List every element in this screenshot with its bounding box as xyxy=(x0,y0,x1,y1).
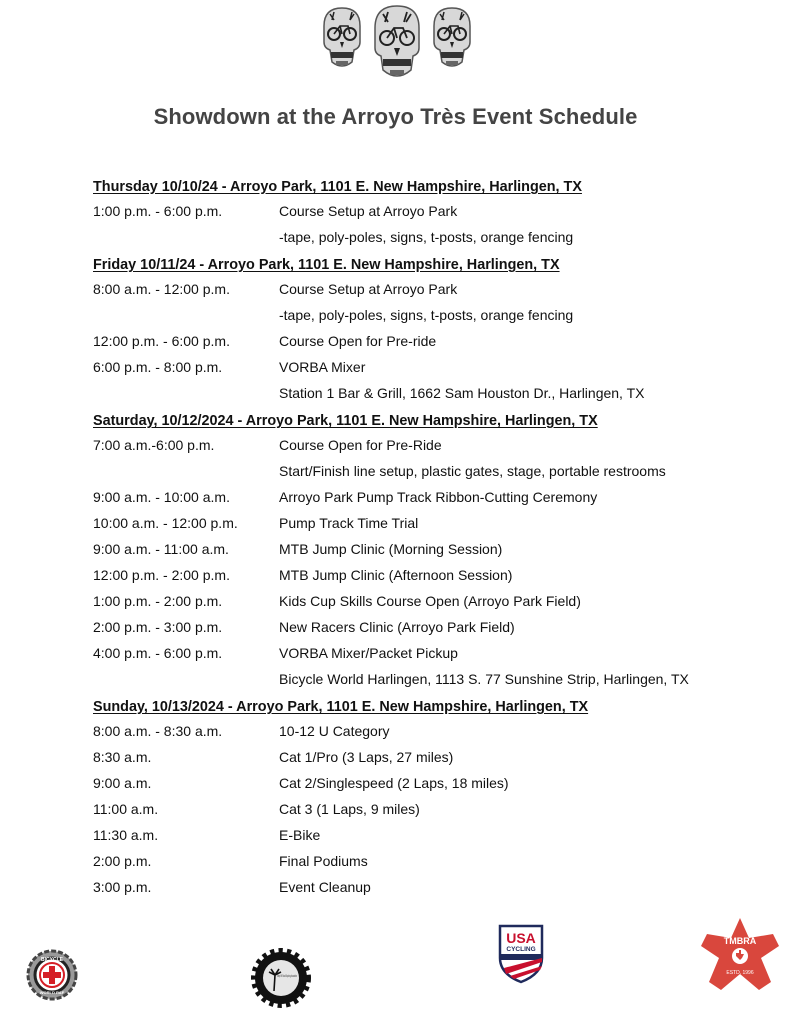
schedule-row xyxy=(93,380,753,406)
row-time: 9:00 a.m. - 11:00 a.m. xyxy=(93,541,229,557)
row-description: Pump Track Time Trial xyxy=(279,515,419,531)
schedule-row xyxy=(93,328,753,354)
day-heading: Sunday, 10/13/2024 - Arroyo Park, 1101 E. New Hampshire, Harlingen, TX xyxy=(93,699,589,715)
schedule-row xyxy=(93,562,753,588)
row-description: 10-12 U Category xyxy=(279,723,390,739)
day-heading: Saturday, 10/12/2024 - Arroyo Park, 1101 E. New Hampshire, Harlingen, TX xyxy=(93,413,598,429)
schedule-row xyxy=(93,796,753,822)
row-time: 3:00 p.m. xyxy=(93,879,152,895)
row-description: Event Cleanup xyxy=(279,879,371,895)
day-section-saturday xyxy=(93,410,753,692)
row-description: VORBA Mixer xyxy=(279,359,366,375)
row-description: Station 1 Bar & Grill, 1662 Sam Houston Dr., Harlingen, TX xyxy=(279,385,645,401)
schedule-row xyxy=(93,354,753,380)
row-description: -tape, poly-poles, signs, t-posts, orange fencing xyxy=(279,307,574,323)
tmbra-name: TMBRA xyxy=(723,936,757,946)
row-time: 4:00 p.m. - 6:00 p.m. xyxy=(93,645,223,661)
day-section-thursday xyxy=(93,176,753,250)
row-description: Cat 1/Pro (3 Laps, 27 miles) xyxy=(279,749,454,765)
row-description: Start/Finish line setup, plastic gates, stage, portable restrooms xyxy=(279,463,666,479)
row-time: 2:00 p.m. - 3:00 p.m. xyxy=(93,619,223,635)
schedule-row xyxy=(93,198,753,224)
sugar-skull-bicycle-icon xyxy=(369,4,425,82)
sugar-skull-bicycle-icon xyxy=(428,6,476,70)
schedule-row xyxy=(93,536,753,562)
row-time xyxy=(93,666,279,692)
page-title: Showdown at the Arroyo Très Event Schedule xyxy=(153,104,638,129)
schedule-row xyxy=(93,224,753,250)
row-description: MTB Jump Clinic (Afternoon Session) xyxy=(279,567,513,583)
schedule-row xyxy=(93,302,753,328)
bicycle-world-logo xyxy=(26,948,78,1006)
header-logos xyxy=(318,4,478,82)
row-time: 8:30 a.m. xyxy=(93,749,152,765)
bicycle-world-bottom-text: WORLD R&F xyxy=(39,990,65,995)
row-time xyxy=(93,224,279,250)
row-time: 1:00 p.m. - 6:00 p.m. xyxy=(93,203,223,219)
row-time xyxy=(93,302,279,328)
sprocket-icon xyxy=(255,952,307,1004)
schedule-row xyxy=(93,614,753,640)
day-section-sunday xyxy=(93,696,753,900)
row-description: New Racers Clinic (Arroyo Park Field) xyxy=(279,619,515,635)
row-description: Course Setup at Arroyo Park xyxy=(279,281,458,297)
row-time: 1:00 p.m. - 2:00 p.m. xyxy=(93,593,223,609)
row-time xyxy=(93,458,279,484)
tmbra-established: ESTD. 1996 xyxy=(726,970,754,976)
row-description: Final Podiums xyxy=(279,853,368,869)
schedule-row xyxy=(93,510,753,536)
row-description: E-Bike xyxy=(279,827,321,843)
row-time: 8:00 a.m. - 12:00 p.m. xyxy=(93,281,230,297)
schedule-row xyxy=(93,718,753,744)
row-description: Course Setup at Arroyo Park xyxy=(279,203,458,219)
row-description: MTB Jump Clinic (Morning Session) xyxy=(279,541,503,557)
row-time: 8:00 a.m. - 8:30 a.m. xyxy=(93,723,223,739)
row-time: 9:00 a.m. - 10:00 a.m. xyxy=(93,489,230,505)
usa-cycling-logo xyxy=(498,924,544,984)
schedule-row xyxy=(93,432,753,458)
tmbra-logo xyxy=(697,916,783,996)
row-description: Course Open for Pre-Ride xyxy=(279,437,442,453)
row-time: 7:00 a.m.-6:00 p.m. xyxy=(93,437,215,453)
day-section-friday xyxy=(93,254,753,406)
row-time xyxy=(93,380,279,406)
cycling-text: CYCLING xyxy=(506,946,536,953)
schedule-row xyxy=(93,458,753,484)
schedule-row xyxy=(93,640,753,666)
row-time: 6:00 p.m. - 8:00 p.m. xyxy=(93,359,223,375)
event-schedule xyxy=(93,176,753,900)
sugar-skull-bicycle-icon xyxy=(318,6,366,70)
row-description: VORBA Mixer/Packet Pickup xyxy=(279,645,458,661)
vorba-text: Valley Off-Road Bicycling Association xyxy=(277,974,298,978)
vorba-logo xyxy=(250,947,312,1009)
row-description: Course Open for Pre-ride xyxy=(279,333,437,349)
schedule-row xyxy=(93,666,753,692)
schedule-row xyxy=(93,874,753,900)
schedule-row xyxy=(93,484,753,510)
row-description: Cat 3 (1 Laps, 9 miles) xyxy=(279,801,420,817)
row-description: Kids Cup Skills Course Open (Arroyo Park Field) xyxy=(279,593,581,609)
bicycle-world-top-text: BICYCLE xyxy=(41,957,63,963)
row-description: Bicycle World Harlingen, 1113 S. 77 Sunshine Strip, Harlingen, TX xyxy=(279,671,689,687)
row-description: Cat 2/Singlespeed (2 Laps, 18 miles) xyxy=(279,775,509,791)
usa-text: USA xyxy=(506,930,536,946)
row-time: 9:00 a.m. xyxy=(93,775,152,791)
day-heading: Friday 10/11/24 - Arroyo Park, 1101 E. New Hampshire, Harlingen, TX xyxy=(93,257,560,273)
row-time: 12:00 p.m. - 6:00 p.m. xyxy=(93,333,230,349)
day-heading: Thursday 10/10/24 - Arroyo Park, 1101 E. New Hampshire, Harlingen, TX xyxy=(93,179,582,195)
schedule-row xyxy=(93,588,753,614)
schedule-row xyxy=(93,744,753,770)
row-time: 12:00 p.m. - 2:00 p.m. xyxy=(93,567,230,583)
row-description: Arroyo Park Pump Track Ribbon-Cutting Ceremony xyxy=(279,489,598,505)
row-time: 10:00 a.m. - 12:00 p.m. xyxy=(93,515,238,531)
row-description: -tape, poly-poles, signs, t-posts, orange fencing xyxy=(279,229,574,245)
row-time: 11:30 a.m. xyxy=(93,827,159,843)
schedule-row xyxy=(93,276,753,302)
schedule-row xyxy=(93,770,753,796)
schedule-row xyxy=(93,848,753,874)
row-time: 11:00 a.m. xyxy=(93,801,159,817)
schedule-row xyxy=(93,822,753,848)
row-time: 2:00 p.m. xyxy=(93,853,152,869)
